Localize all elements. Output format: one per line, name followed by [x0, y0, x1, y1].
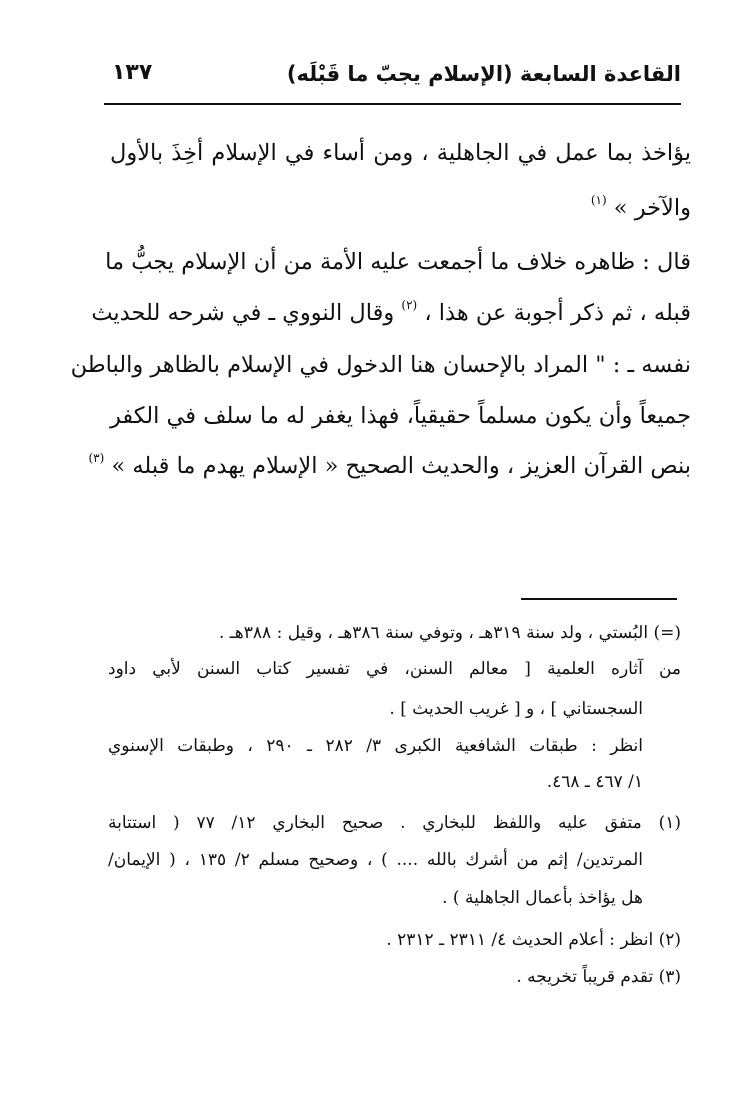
chapter-running-title: القاعدة السابعة (الإسلام يجبّ ما قَبْلَه) — [286, 62, 681, 86]
footnote-line: من آثاره العلمية [ معالم السنن، في تفسير كتاب السنن لأبي داود — [108, 659, 681, 679]
footnote-line: (١) متفق عليه واللفظ للبخاري . صحيح البخاري ١٢/ ٧٧ ( استتابة — [108, 813, 681, 833]
main-text: والآخر » — [613, 195, 691, 221]
main-text: وقال النووي ـ في شرحه للحديث — [91, 300, 395, 326]
footnote-ref: (٣) — [88, 451, 105, 466]
page-number: ١٣٧ — [112, 60, 153, 85]
main-text-line — [70, 352, 691, 378]
main-text-line — [88, 453, 691, 479]
main-text-line — [91, 298, 691, 326]
footnote-line: (=) البُستي ، ولد سنة ٣١٩هـ ، وتوفي سنة ٣٨٦هـ ، وقيل : ٣٨٨هـ . — [219, 623, 681, 643]
footnote-line: (٢) انظر : أعلام الحديث ٤/ ٢٣١١ ـ ٢٣١٢ . — [386, 930, 681, 950]
footnote-line: (٣) تقدم قريباً تخريجه . — [516, 967, 681, 987]
footnote-line: هل يؤاخذ بأعمال الجاهلية ) . — [442, 888, 643, 908]
main-text-line — [591, 195, 691, 221]
footnote-ref: (١) — [590, 193, 607, 208]
footnote-divider — [521, 598, 677, 600]
main-text-line — [110, 140, 691, 166]
main-text: نفسه ـ : " المراد بالإحسان هنا الدخول في الإسلام بالظاهر والباطن — [70, 352, 691, 378]
footnote-line: ١/ ٤٦٧ ـ ٤٦٨. — [546, 772, 643, 792]
footnote-line: انظر : طبقات الشافعية الكبرى ٣/ ٢٨٢ ـ ٢٩٠ ، وطبقات الإسنوي — [108, 736, 644, 756]
main-text-line — [110, 403, 691, 429]
footnote-ref: (٢) — [401, 298, 418, 313]
main-text: قبله ، ثم ذكر أجوبة عن هذا ، — [424, 300, 691, 326]
main-text: يؤاخذ بما عمل في الجاهلية ، ومن أساء في الإسلام أخِذَ بالأول — [110, 140, 691, 166]
header-divider — [104, 103, 681, 105]
footnote-line: المرتدين/ إثم من أشرك بالله .... ) ، وصحيح مسلم ٢/ ١٣٥ ، ( الإيمان/ — [108, 850, 643, 870]
main-text: قال : ظاهره خلاف ما أجمعت عليه الأمة من أن الإسلام يجبُّ ما — [105, 249, 691, 275]
footnote-line: السجستاني ] ، و [ غريب الحديث ] . — [389, 699, 643, 719]
main-text-line — [105, 249, 691, 275]
main-text: بنص القرآن العزيز ، والحديث الصحيح « الإسلام يهدم ما قبله » — [111, 453, 691, 479]
main-text: جميعاً وأن يكون مسلماً حقيقياً، فهذا يغفر له ما سلف في الكفر — [110, 403, 691, 429]
